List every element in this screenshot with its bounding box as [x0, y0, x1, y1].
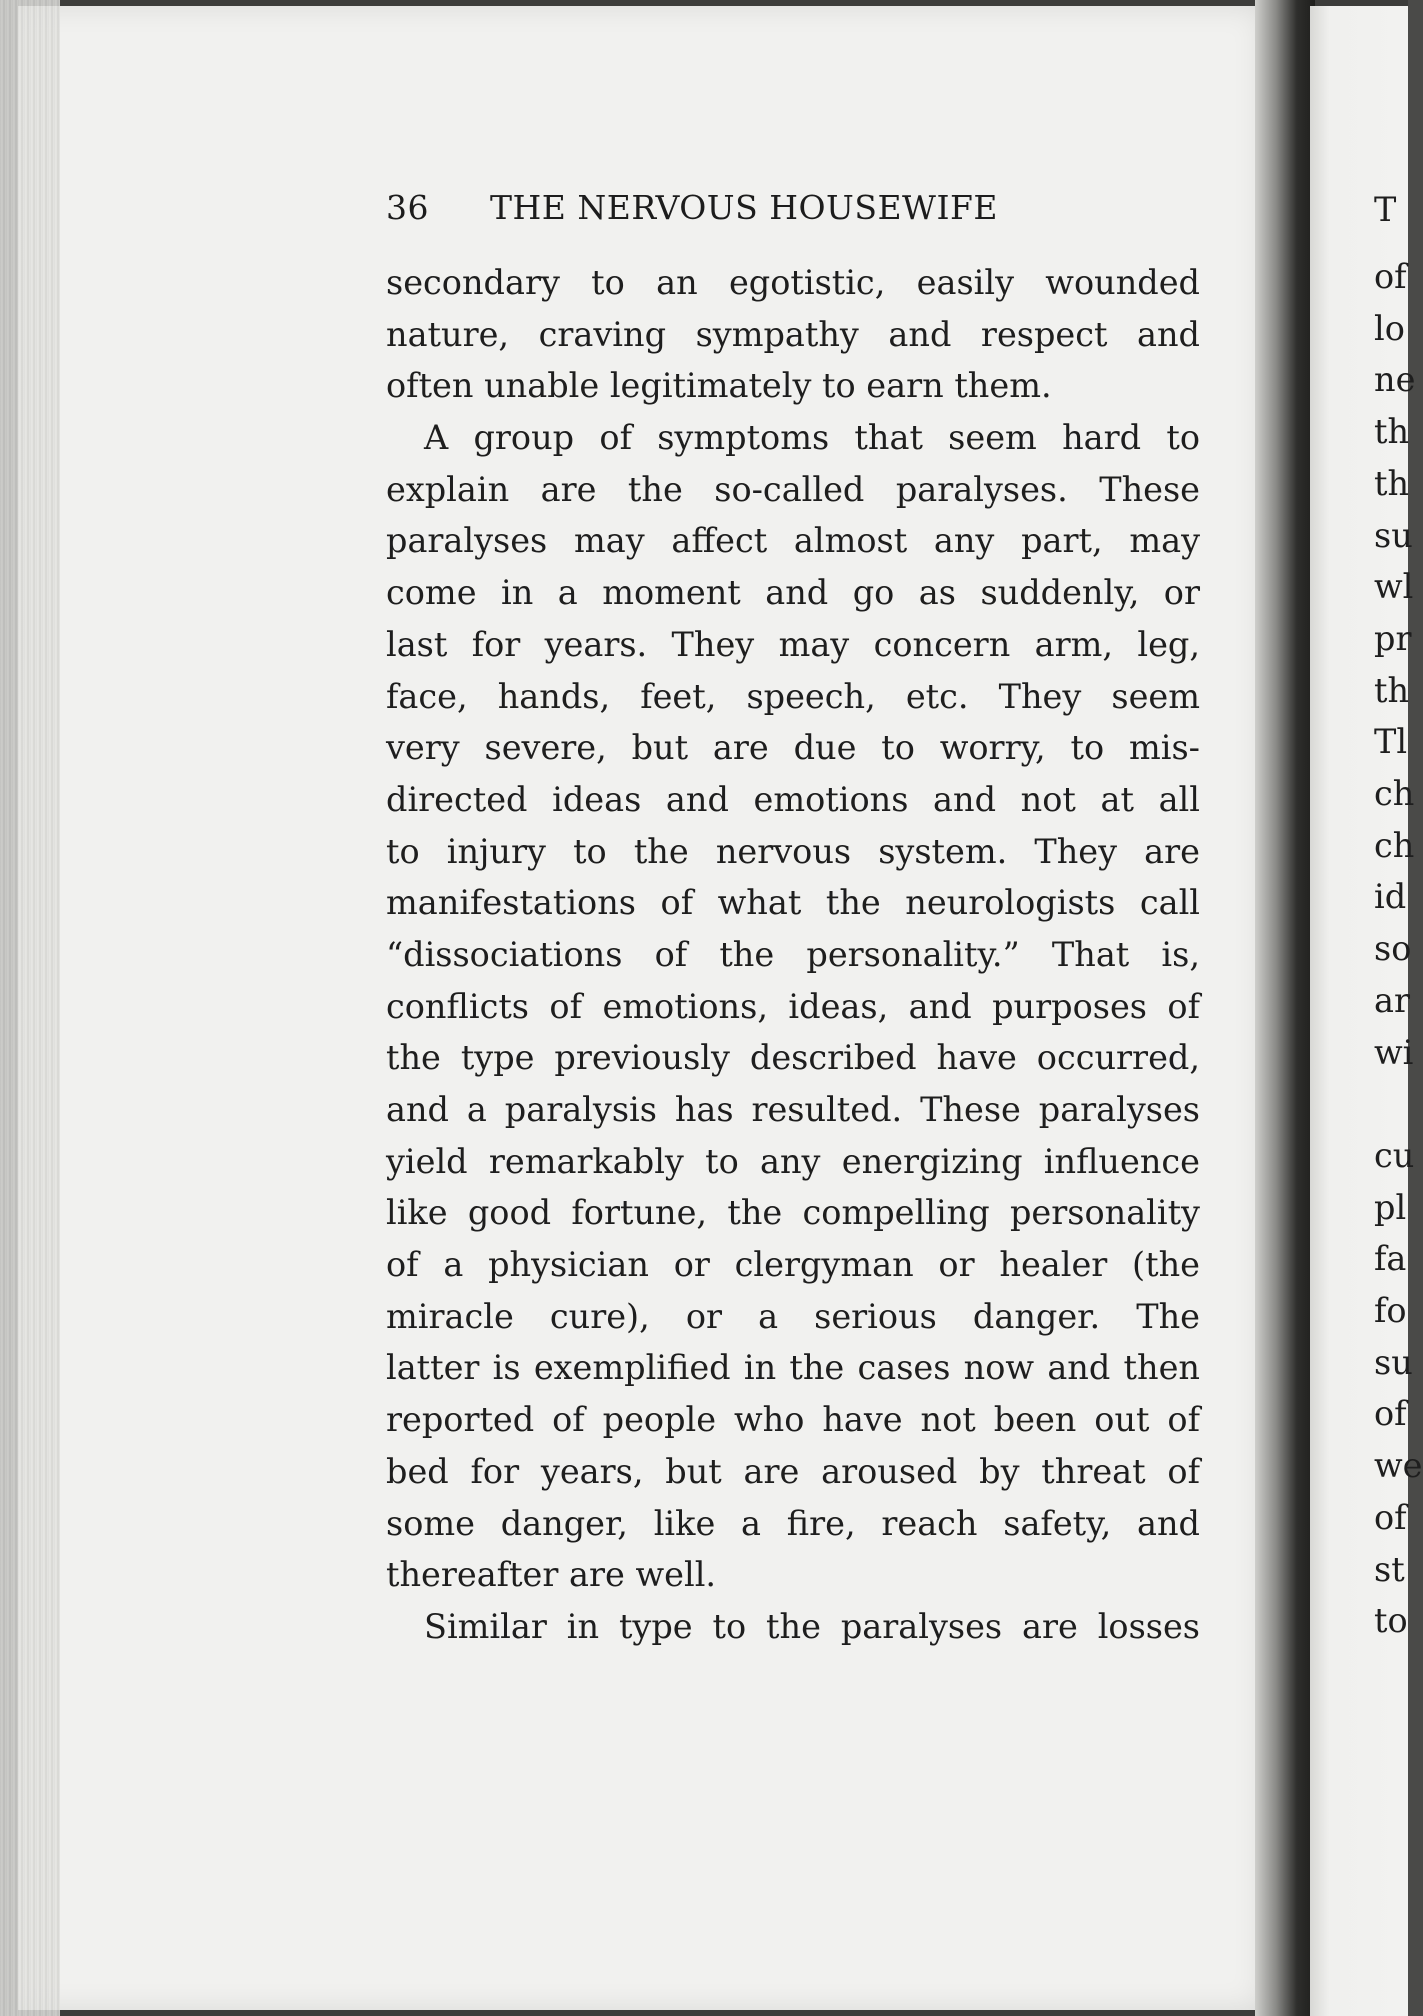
- text-line: and a paralysis has resulted. These paralyses: [386, 1090, 1200, 1129]
- text-line: very severe, but are due to worry, to mis-: [386, 728, 1200, 768]
- text-line: conflicts of emotions, ideas, and purposes of: [386, 986, 1200, 1026]
- facing-page-fragment: pl: [1374, 1187, 1407, 1227]
- text-line: come in a moment and go as suddenly, or: [386, 573, 1200, 613]
- facing-page-fragment: Tl: [1374, 722, 1408, 762]
- text-line: face, hands, feet, speech, etc. They seem: [386, 676, 1200, 716]
- text-line: secondary to an egotistic, easily wounded: [386, 263, 1200, 302]
- text-line: “dissociations of the personality.” That is,: [386, 934, 1200, 974]
- text-line: explain are the so-called paralyses. These: [386, 469, 1200, 509]
- text-line: miracle cure), or a serious danger. The: [386, 1296, 1200, 1336]
- facing-page-fragment: th: [1374, 670, 1410, 710]
- facing-page-fragment: ch: [1374, 825, 1415, 865]
- text-line: Similar in type to the paralyses are losses: [424, 1606, 1200, 1646]
- facing-page-fragment: fa: [1374, 1239, 1407, 1279]
- facing-page-fragment: wl: [1374, 567, 1414, 607]
- text-line: yield remarkably to any energizing influence: [386, 1141, 1200, 1181]
- page-number: 36: [386, 188, 429, 227]
- text-line: paralyses may affect almost any part, may: [386, 521, 1200, 561]
- facing-page-fragment: ch: [1374, 774, 1415, 813]
- facing-page-fragment: id: [1374, 877, 1407, 917]
- facing-page-fragment: of: [1374, 1497, 1407, 1537]
- text-line: to injury to the nervous system. They are: [386, 831, 1200, 871]
- facing-page-fragment: ne: [1374, 360, 1416, 400]
- facing-page-fragment: so: [1374, 929, 1412, 969]
- text-line: the type previously described have occurred,: [386, 1038, 1200, 1078]
- book-gutter: [1255, 0, 1315, 2016]
- facing-page-fragment: of: [1374, 257, 1407, 296]
- text-line: like good fortune, the compelling personality: [386, 1193, 1200, 1233]
- facing-page-fragment: wi: [1374, 1032, 1414, 1072]
- page-edges: [0, 0, 60, 2016]
- facing-page-fragment: su: [1374, 1342, 1413, 1382]
- facing-page-fragment: T: [1374, 190, 1397, 229]
- facing-page-fragment: th: [1374, 463, 1410, 503]
- facing-page-fragment: fo: [1374, 1291, 1407, 1330]
- text-line: last for years. They may concern arm, leg,: [386, 624, 1200, 664]
- text-line: nature, craving sympathy and respect and: [386, 314, 1200, 354]
- running-head: THE NERVOUS HOUSEWIFE: [490, 188, 998, 227]
- text-line: manifestations of what the neurologists call: [386, 883, 1200, 923]
- facing-page-fragment: ar: [1374, 980, 1410, 1020]
- text-line: often unable legitimately to earn them.: [386, 366, 1052, 406]
- facing-page-fragment: st: [1374, 1549, 1405, 1589]
- text-line: bed for years, but are aroused by threat of: [386, 1451, 1200, 1491]
- page-header: [386, 188, 1206, 227]
- text-line: directed ideas and emotions and not at all: [386, 779, 1200, 819]
- facing-page-fragment: of: [1374, 1394, 1407, 1434]
- facing-page-fragment: we: [1374, 1446, 1423, 1486]
- text-line: latter is exemplified in the cases now and then: [386, 1348, 1200, 1388]
- text-line: of a physician or clergyman or healer (the: [386, 1245, 1200, 1285]
- body-text: [386, 257, 1200, 1653]
- facing-page-fragment: cu: [1374, 1135, 1415, 1175]
- facing-page-fragment: to: [1374, 1601, 1408, 1641]
- text-line: reported of people who have not been out of: [386, 1400, 1200, 1440]
- facing-page-fragment: pr: [1374, 618, 1412, 658]
- facing-page-fragment: th: [1374, 412, 1410, 452]
- text-line: some danger, like a fire, reach safety, and: [386, 1503, 1200, 1543]
- text-line: thereafter are well.: [386, 1555, 717, 1595]
- text-line: A group of symptoms that seem hard to: [424, 418, 1200, 458]
- facing-page-fragment: lo: [1374, 308, 1405, 348]
- facing-page-fragment: su: [1374, 515, 1413, 555]
